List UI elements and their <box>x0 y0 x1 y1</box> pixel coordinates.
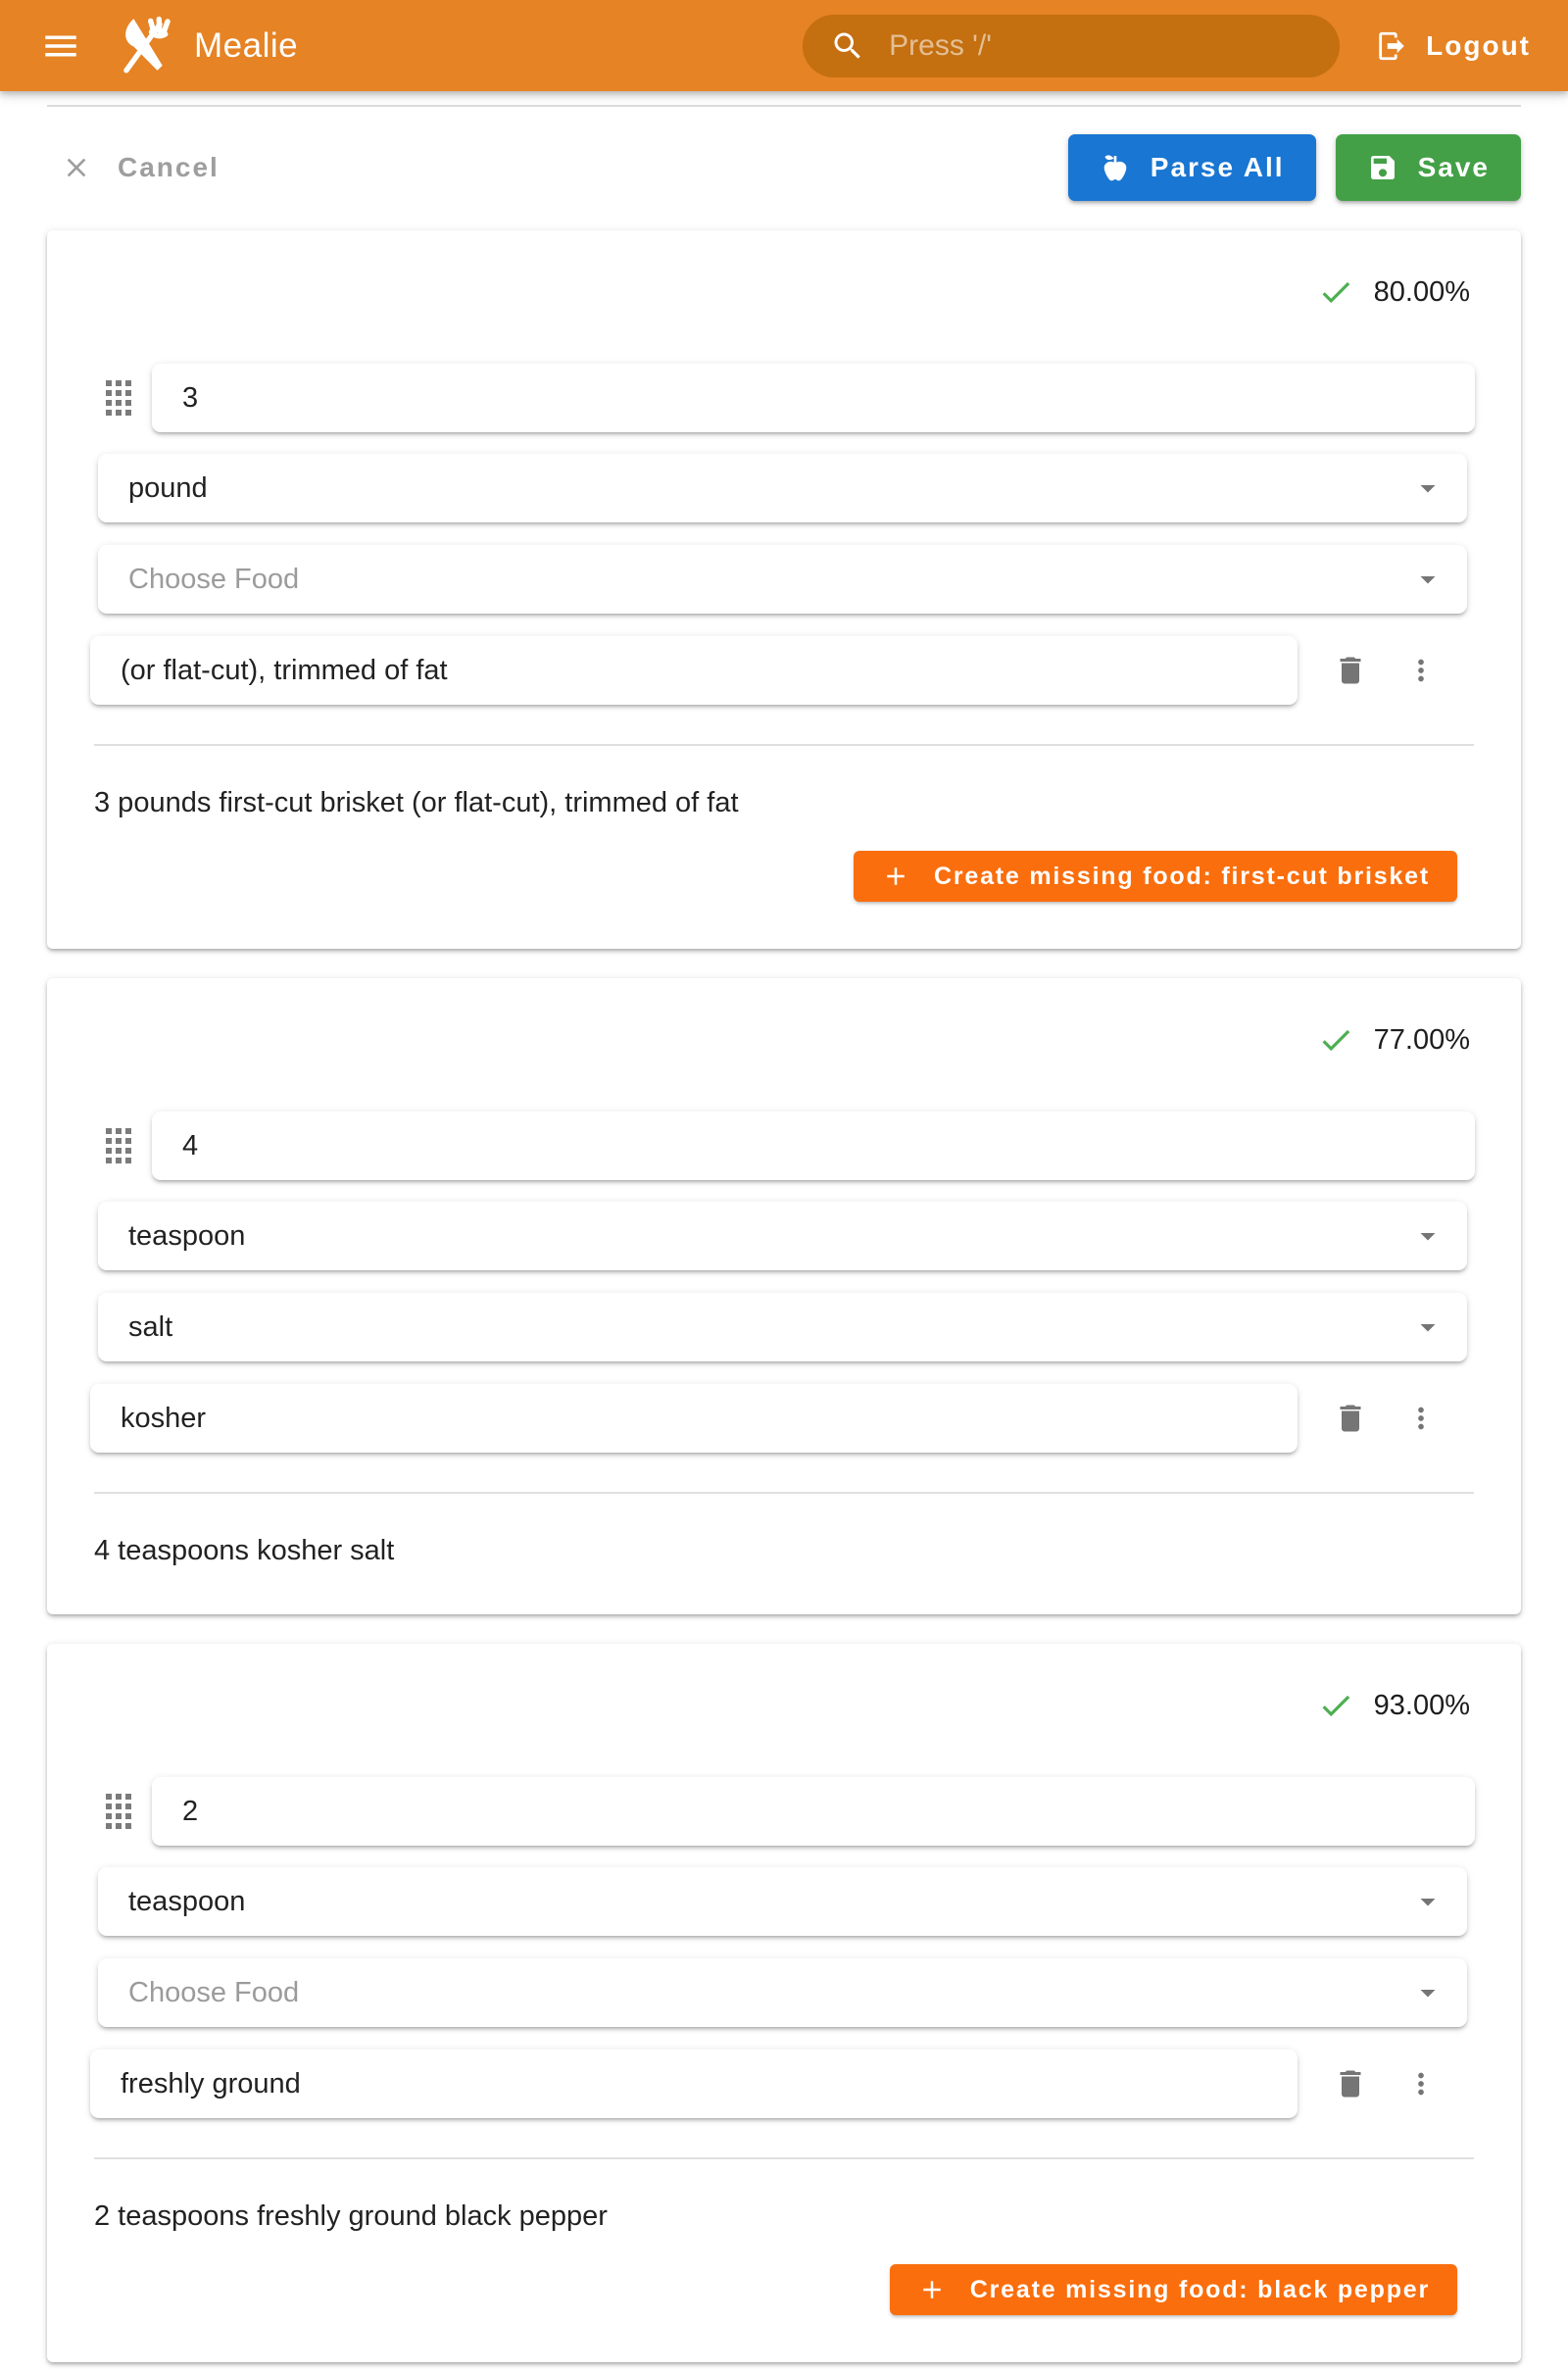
note-input[interactable] <box>90 636 1298 705</box>
food-value: salt <box>128 1310 173 1343</box>
drag-handle-icon[interactable] <box>106 1794 131 1829</box>
delete-button[interactable] <box>1323 643 1378 698</box>
confidence-value: 80.00% <box>1373 275 1470 308</box>
unit-select[interactable] <box>98 1867 1467 1936</box>
unit-select[interactable] <box>98 1202 1467 1270</box>
menu-icon[interactable] <box>33 19 88 74</box>
note-row <box>90 2050 1448 2118</box>
search-bar[interactable] <box>803 15 1340 77</box>
chevron-down-icon <box>1410 470 1446 506</box>
create-missing-food-label: Create missing food: black pepper <box>969 2275 1430 2303</box>
app-header <box>0 0 1568 91</box>
trash-icon <box>1333 2066 1368 2101</box>
ingredient-parser-page <box>0 105 1568 2362</box>
check-icon <box>1317 273 1354 311</box>
check-icon <box>1317 1687 1354 1724</box>
trash-icon <box>1333 653 1368 688</box>
save-button[interactable] <box>1336 134 1521 201</box>
parse-all-label: Parse All <box>1150 152 1285 182</box>
quantity-field <box>152 1777 1475 1846</box>
app-title: Mealie <box>194 25 299 65</box>
apple-icon <box>1100 152 1131 183</box>
unit-value: teaspoon <box>128 1885 246 1917</box>
original-ingredient-text: 3 pounds first-cut brisket (or flat-cut), trimmed of fat <box>94 787 739 818</box>
create-missing-food-button[interactable] <box>854 851 1457 902</box>
plus-icon <box>881 862 910 891</box>
kebab-icon <box>1404 2067 1438 2100</box>
note-row <box>90 1384 1448 1453</box>
drag-handle-icon[interactable] <box>106 380 131 416</box>
cancel-label: Cancel <box>118 152 220 182</box>
match-confidence <box>47 1687 1521 1724</box>
kebab-icon <box>1404 654 1438 687</box>
chevron-down-icon <box>1410 1884 1446 1919</box>
ingredient-card <box>47 978 1521 1614</box>
original-ingredient-text: 2 teaspoons freshly ground black pepper <box>94 2200 608 2232</box>
search-input[interactable] <box>887 28 1314 64</box>
card-divider <box>94 2157 1474 2159</box>
quantity-input[interactable] <box>152 1112 1475 1180</box>
note-input[interactable] <box>90 2050 1298 2118</box>
note-row <box>90 636 1448 705</box>
mealie-logo-icon <box>114 16 174 76</box>
quantity-row <box>106 1777 1475 1846</box>
header-divider <box>47 105 1521 107</box>
card-divider <box>94 1492 1474 1494</box>
save-icon <box>1367 152 1398 183</box>
chevron-down-icon <box>1410 562 1446 597</box>
trash-icon <box>1333 1401 1368 1436</box>
quantity-input[interactable] <box>152 364 1475 432</box>
create-food-row <box>47 851 1457 902</box>
delete-button[interactable] <box>1323 2056 1378 2111</box>
toolbar-right <box>1068 134 1521 201</box>
create-missing-food-button[interactable] <box>890 2264 1457 2315</box>
logout-button[interactable] <box>1367 20 1539 73</box>
note-field <box>90 636 1298 705</box>
note-field <box>90 2050 1298 2118</box>
logout-icon <box>1375 29 1408 63</box>
logout-label: Logout <box>1426 29 1531 61</box>
delete-button[interactable] <box>1323 1391 1378 1446</box>
food-placeholder: Choose Food <box>128 1976 300 2008</box>
confidence-value: 93.00% <box>1373 1689 1470 1721</box>
toolbar <box>47 134 1521 201</box>
quantity-row <box>106 364 1475 432</box>
more-options-button[interactable] <box>1394 643 1448 698</box>
check-icon <box>1317 1021 1354 1059</box>
more-options-button[interactable] <box>1394 2056 1448 2111</box>
chevron-down-icon <box>1410 1218 1446 1254</box>
search-icon <box>830 28 865 64</box>
unit-select[interactable] <box>98 454 1467 522</box>
create-missing-food-label: Create missing food: first-cut brisket <box>934 862 1430 890</box>
note-input[interactable] <box>90 1384 1298 1453</box>
quantity-input[interactable] <box>152 1777 1475 1846</box>
ingredient-card <box>47 230 1521 949</box>
note-field <box>90 1384 1298 1453</box>
appbar-left <box>33 16 298 76</box>
quantity-field <box>152 364 1475 432</box>
chevron-down-icon <box>1410 1310 1446 1345</box>
original-ingredient-text: 4 teaspoons kosher salt <box>94 1535 395 1566</box>
more-options-button[interactable] <box>1394 1391 1448 1446</box>
kebab-icon <box>1404 1402 1438 1435</box>
plus-icon <box>917 2275 947 2304</box>
food-select[interactable] <box>98 1293 1467 1361</box>
close-icon <box>61 152 92 183</box>
confidence-value: 77.00% <box>1373 1023 1470 1056</box>
parse-all-button[interactable] <box>1068 134 1316 201</box>
ingredient-card <box>47 1644 1521 2362</box>
food-placeholder: Choose Food <box>128 563 300 595</box>
match-confidence <box>47 273 1521 311</box>
save-label: Save <box>1417 152 1490 182</box>
unit-value: pound <box>128 471 208 504</box>
food-select[interactable] <box>98 1958 1467 2027</box>
food-select[interactable] <box>98 545 1467 614</box>
chevron-down-icon <box>1410 1975 1446 2010</box>
cancel-button[interactable] <box>47 144 229 191</box>
quantity-field <box>152 1112 1475 1180</box>
drag-handle-icon[interactable] <box>106 1128 131 1163</box>
quantity-row <box>106 1112 1475 1180</box>
create-food-row <box>47 2264 1457 2315</box>
card-divider <box>94 744 1474 746</box>
match-confidence <box>47 1021 1521 1059</box>
unit-value: teaspoon <box>128 1219 246 1252</box>
